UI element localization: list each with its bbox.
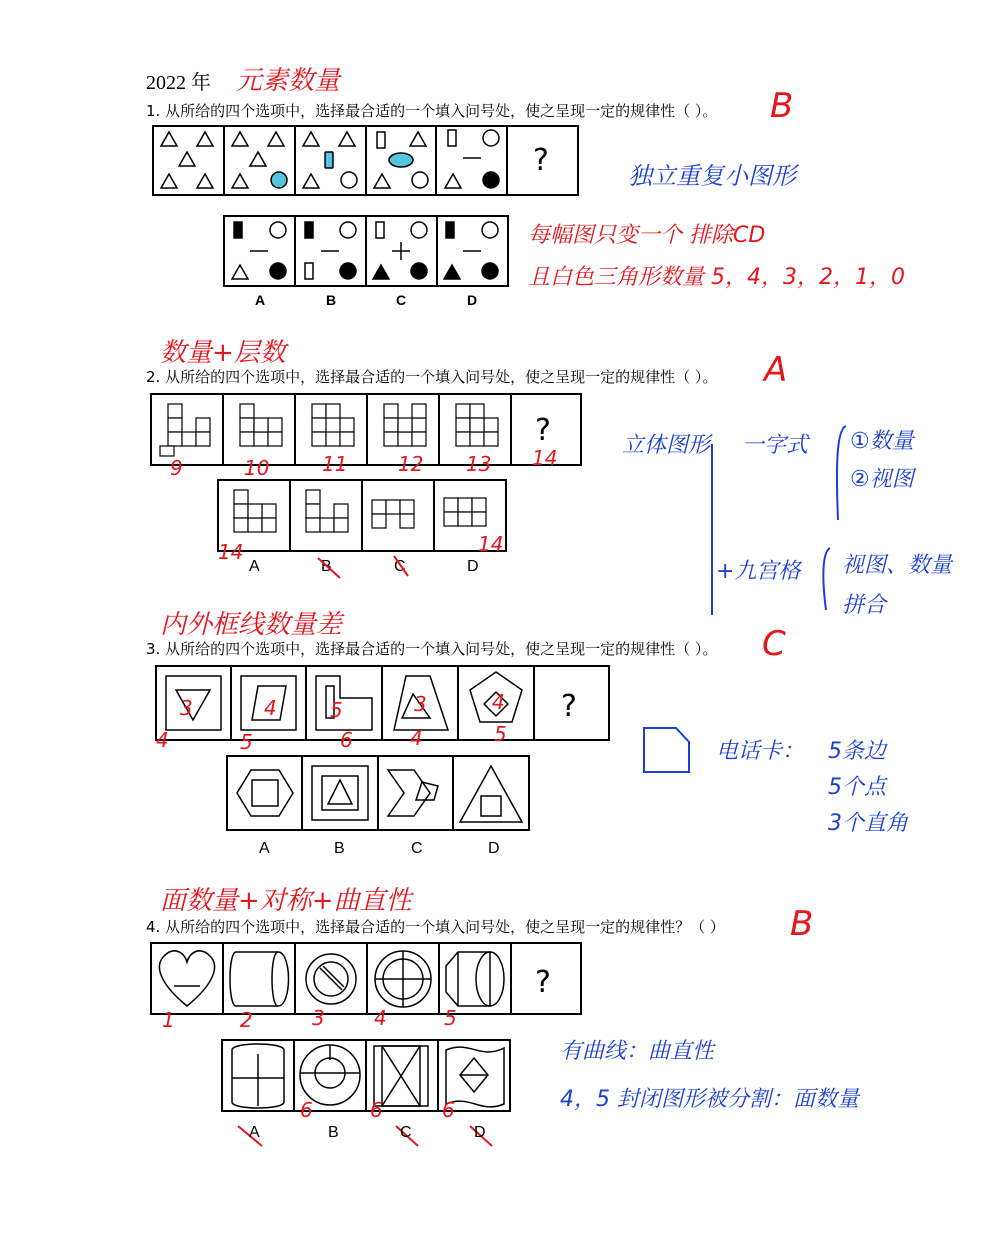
q1-title-note: 元素数量 — [236, 66, 341, 96]
q3-title-note: 内外框线数量差 — [160, 610, 343, 640]
year-label: 2022 年 — [146, 72, 211, 94]
q1-option-d: D — [467, 292, 478, 308]
q1-answer: B — [770, 86, 794, 126]
q2-stem: 2. 从所给的四个选项中，选择最合适的一个填入问号处，使之呈现一定的规律性（ ）。 — [146, 368, 718, 386]
q4-note-1: 有曲线：曲直性 — [560, 1039, 715, 1064]
q4-option-count-a: 6 — [300, 1098, 313, 1122]
q4-count-5: 5 — [444, 1006, 457, 1030]
q4-note-2: 4，5 封闭图形被分割：面数量 — [560, 1087, 859, 1112]
q3-outer-4: 4 — [410, 726, 423, 750]
q1-option-c: C — [396, 292, 407, 308]
q3-outer-5: 5 — [494, 722, 507, 746]
q1-option-a: A — [255, 292, 266, 308]
q3-inner-3: 5 — [330, 698, 343, 722]
q2-note-3: ①数量 — [850, 429, 914, 454]
q3-note-3: 5个点 — [828, 775, 886, 800]
q2-note-7: 拼合 — [842, 593, 887, 618]
q3-note-2: 5条边 — [828, 739, 886, 764]
q3-option-b: B — [334, 840, 345, 857]
q4-count-1: 1 — [162, 1008, 175, 1032]
q1-note-2: 每幅图只变一个 排除CD — [528, 223, 766, 248]
q4-question-mark: ? — [535, 965, 551, 1000]
q2-option-a: A — [249, 558, 260, 575]
q2-option-count-d: 14 — [478, 532, 504, 556]
q2-count-1: 9 — [170, 456, 183, 480]
q3-note-1: 电话卡： — [716, 739, 805, 764]
q1-stem: 1. 从所给的四个选项中，选择最合适的一个填入问号处，使之呈现一定的规律性（ ）。 — [146, 102, 718, 120]
q2-count-4: 12 — [398, 452, 424, 476]
q4-option-b: B — [328, 1124, 339, 1141]
q2-count-2: 10 — [244, 456, 270, 480]
q1-question-mark: ? — [533, 143, 549, 178]
q3-option-d: D — [488, 840, 500, 857]
q3-option-a: A — [259, 840, 270, 857]
q4-count-4: 4 — [374, 1006, 387, 1030]
q2-option-c: C — [394, 558, 406, 575]
q2-option-b: B — [321, 558, 332, 575]
q3-inner-5: 4 — [492, 690, 505, 714]
q4-count-2: 2 — [240, 1008, 253, 1032]
q4-option-c: C — [400, 1124, 412, 1141]
q3-outer-1: 4 — [156, 728, 169, 752]
q3-inner-4: 3 — [414, 692, 427, 716]
q4-count-3: 3 — [312, 1006, 325, 1030]
q4-answer: B — [790, 904, 814, 944]
q2-answer: A — [764, 350, 788, 390]
q1-option-b: B — [326, 292, 337, 308]
q2-note-5: +九宫格 — [716, 559, 801, 584]
q2-count-3: 11 — [322, 452, 348, 476]
q4-stem: 4. 从所给的四个选项中，选择最合适的一个填入问号处，使之呈现一定的规律性？（ ） — [146, 918, 725, 936]
q3-question-mark: ? — [561, 689, 577, 724]
q2-count-6: 14 — [532, 446, 558, 470]
q2-note-6: 视图、数量 — [842, 553, 953, 578]
q3-inner-1: 3 — [180, 696, 193, 720]
q3-option-c: C — [411, 840, 423, 857]
q2-option-d: D — [467, 558, 479, 575]
q2-option-count-a: 14 — [218, 540, 244, 564]
q4-title-note: 面数量+对称+曲直性 — [160, 886, 412, 916]
q1-note-3: 且白色三角形数量 5，4，3，2，1，0 — [528, 265, 905, 290]
q2-note-4: ②视图 — [850, 467, 914, 492]
q4-option-a: A — [249, 1124, 260, 1141]
q2-note-2: 一字式 — [742, 433, 809, 458]
q2-title-note: 数量+层数 — [160, 338, 286, 368]
q2-note-1: 立体图形 — [622, 433, 711, 458]
q2-count-5: 13 — [466, 452, 492, 476]
q3-answer: C — [762, 624, 786, 664]
q4-option-count-c: 6 — [442, 1098, 455, 1122]
q1-note-1: 独立重复小图形 — [628, 162, 796, 190]
q3-note-4: 3个直角 — [828, 811, 908, 836]
q3-outer-3: 6 — [340, 728, 353, 752]
q4-option-count-b: 6 — [370, 1098, 383, 1122]
q3-inner-2: 4 — [264, 696, 277, 720]
q3-stem: 3. 从所给的四个选项中，选择最合适的一个填入问号处，使之呈现一定的规律性（ ）。 — [146, 640, 718, 658]
q3-outer-2: 5 — [240, 730, 253, 754]
q2-question-mark: ? — [535, 413, 551, 448]
q4-option-d: D — [474, 1124, 486, 1141]
